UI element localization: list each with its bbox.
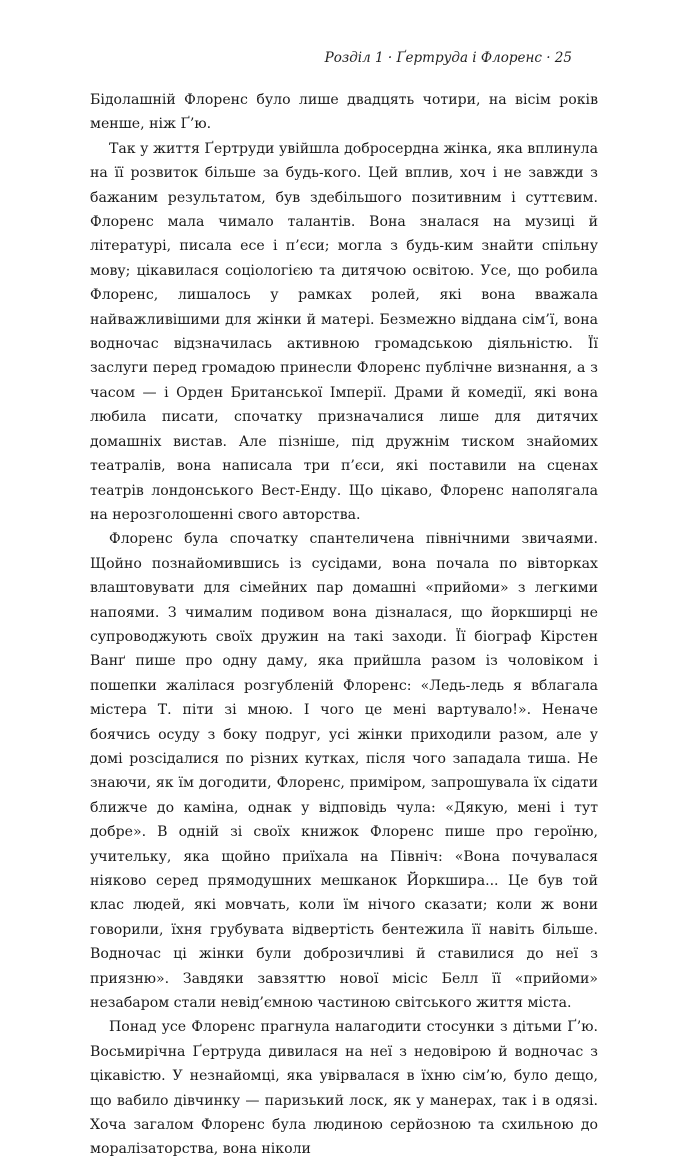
paragraph-2: Так у життя Ґертруди увійшла добросердна жінка, яка вплинула на її розвиток більше за будь-кого. Цей вплив, хоч і не завжди з бажаним результатом, був здебільшого позитивним і суттєвим. Флоренс мала чимало талантів. Вона зналася на музиці й літературі, писала есе і п’єси; могла з будь-ким знайти спільну мову; цікавилася соціологією та дитячою освітою. Усе, що робила Флоренс, лишалось у рамках ролей, які вона вважала найважливішими для жінки й матері. Безмежно віддана сім’ї, вона водночас відзначилась активною громадською діяльністю. Її заслуги перед громадою принесли Флоренс публічне визнання, а з часом — і Орден Британської Імперії. Драми й комедії, які вона любила писати, спочатку призначалися лише для дитячих домашніх вистав. Але пізніше, під дружнім тиском знайомих театралів, вона написала три п’єси, які поставили на сценах театрів лондонського Вест-Енду. Що цікаво, Флоренс наполягала на нерозголошенні свого авторства.	[90, 140, 598, 523]
paragraph-4: Понад усе Флоренс прагнула налагодити стосунки з дітьми Ґ’ю. Восьмирічна Ґертруда дивилася на неї з недовірою й водночас з цікавістю. У незнайомці, яка увірвалася в їхню сім’ю, було дещо, що вабило дівчинку — паризький лоск, як у манерах, так і в одязі. Хоча загалом Флоренс була людиною серйозною та схильною до моралізаторства, вона ніколи	[90, 1019, 598, 1158]
body-text	[90, 88, 598, 1162]
running-head: Розділ 1 · Ґертруда і Флоренс · 25	[324, 50, 572, 66]
paragraph-1: Бідолашній Флоренс було лише двадцять чотири, на вісім років менше, ніж Ґ’ю.	[90, 92, 598, 133]
paragraph-3: Флоренс була спочатку спантеличена північними звичаями. Щойно познайомившись із сусідами, вона почала по вівторках влаштовувати для сімейних пар домашні «прийоми» з легкими напоями. З чималим подивом вона дізналася, що йоркширці не супроводжують своїх дружин на такі заходи. Її біограф Кірстен Ванґ пише про одну даму, яка прийшла разом із чоловіком і пошепки жалілася розгубленій Флоренс: «Ледь-ледь я вблагала містера Т. піти зі мною. І чого це мені вартувало!». Неначе боячись осуду з боку подруг, усі жінки приходили разом, але у домі розсідалися по різних кутках, після чого западала тиша. Не знаючи, як їм догодити, Флоренс, приміром, запрошувала їх сідати ближче до каміна, однак у відповідь чула: «Дякую, мені і тут добре». В одній зі своїх книжок Флоренс пише про героїню, учительку, яка щойно приїхала на Північ: «Вона почувалася ніяково серед прямодушних мешканок Йоркшира... Це був той клас людей, які мовчать, коли їм нічого сказати; коли ж вони говорили, їхня грубувата відвертість бентежила її навіть більше. Водночас ці жінки були доброзичливі й ставилися до неї з приязню». Завдяки завзяттю нової місіс Белл її «прийоми» незабаром стали невід’ємною частиною світського життя міста.	[90, 531, 598, 1012]
